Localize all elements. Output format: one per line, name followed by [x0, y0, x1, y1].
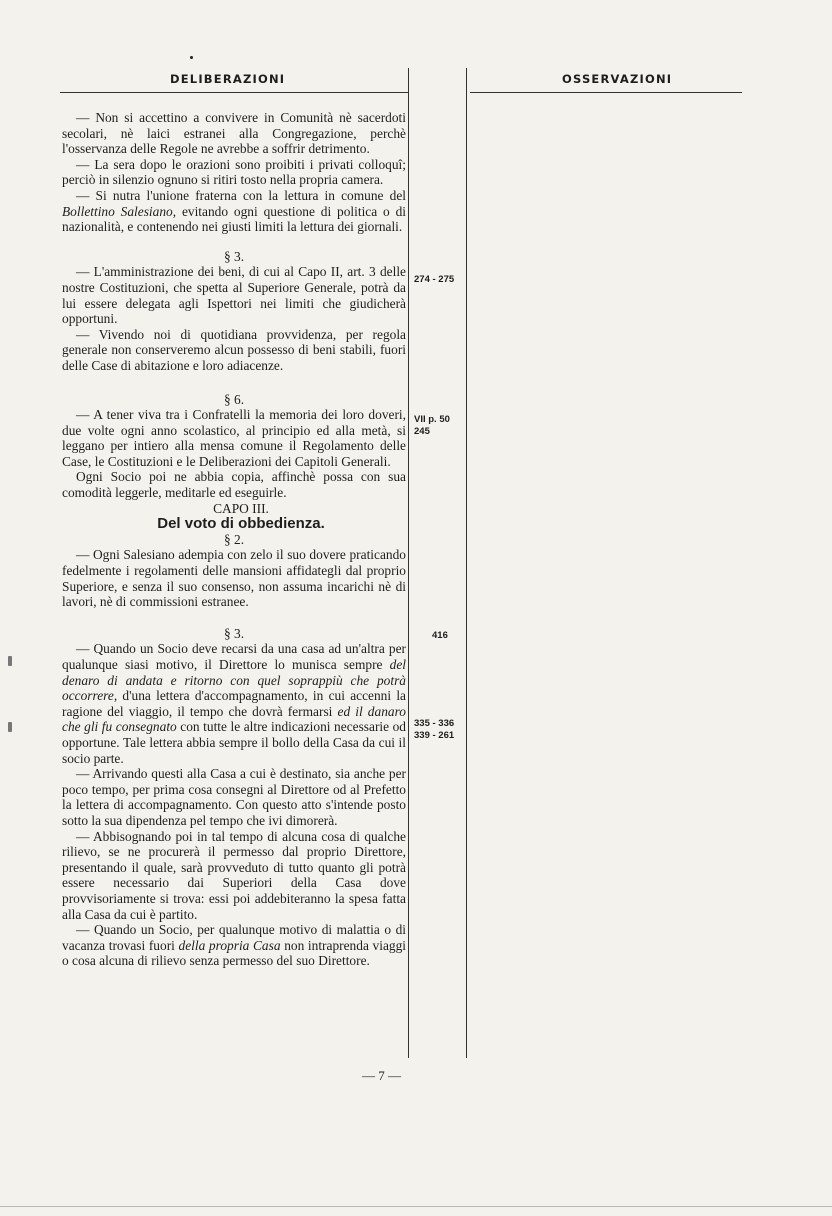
- margin-reference: [414, 718, 454, 742]
- paragraph: — Quando un Socio, per qualunque motivo di malattia o di vacanza trovasi fuori della propria Casa non intraprenda viaggi o cosa alcuna di rilievo senza permesso del suo Direttore.: [62, 922, 407, 969]
- margin-mark: [8, 722, 12, 732]
- section-heading: § 3.: [223, 248, 245, 264]
- reference-line: VII p. 50: [414, 414, 450, 425]
- header-rule-right: [470, 92, 742, 93]
- header-osservazioni: OSSERVAZIONI: [562, 72, 673, 86]
- column-divider-2: [466, 68, 467, 1058]
- section-heading: § 3.: [223, 625, 245, 641]
- section-heading: § 6.: [223, 391, 245, 407]
- scan-edge-line: [0, 1206, 832, 1207]
- chapter-title: Del voto di obbedienza.: [157, 515, 325, 533]
- column-divider-1: [408, 68, 409, 1058]
- deliberazioni-column: [62, 110, 406, 969]
- section-heading: § 2.: [223, 531, 245, 547]
- reference-line: 335 - 336: [414, 718, 455, 729]
- paragraph: — Quando un Socio deve recarsi da una casa ad un'altra per qualunque siasi motivo, il Direttore lo munisca sempre del denaro di andata e ritorno con quel soprappiù che potrà occorrere, d'una lettera d'accompagnamento, in cui accenni la ragione del viaggio, il tempo che dovrà fermarsi ed il danaro che gli fu consegnato con tutte le altre indicazioni necessarie od opportune. Tale lettera abbia sempre il bollo della Casa da cui il socio parte.: [62, 641, 406, 766]
- paragraph: — Non si accettino a convivere in Comunità nè sacerdoti secolari, nè laici estranei alla Congregazione, perchè l'osservanza delle Regole ne avrebbe a soffrir detrimento.: [62, 110, 406, 157]
- paragraph: — Vivendo noi di quotidiana provvidenza, per regola generale non conserveremo alcun possesso di beni stabili, fuori delle Case di abitazione e loro adiacenze.: [62, 326, 406, 373]
- print-speck: [190, 56, 193, 59]
- chapter-label: CAPO III.: [213, 500, 269, 516]
- paragraph: Ogni Socio poi ne abbia copia, affinchè possa con sua comodità leggerle, meditarle ed eseguirle.: [62, 469, 406, 501]
- paragraph: — L'amministrazione dei beni, di cui al Capo II, art. 3 delle nostre Costituzioni, che spetta al Superiore Generale, potrà da lui essere delegata agli Ispettori nei limiti che giudicherà opportuni.: [62, 264, 406, 327]
- paragraph: — La sera dopo le orazioni sono proibiti i privati colloquî; perciò in silenzio ognuno si ritiri tosto nella propria camera.: [62, 156, 406, 188]
- margin-reference: 274 - 275: [414, 274, 455, 285]
- paragraph: — Ogni Salesiano adempia con zelo il suo dovere praticando fedelmente i regolamenti delle mansioni affidategli dal proprio Superiore, e senza il suo consenso, non assuma incarichi nè di lavori, nè di commissioni estranee.: [62, 547, 406, 610]
- margin-mark: [8, 656, 12, 666]
- header-deliberazioni: DELIBERAZIONI: [170, 72, 286, 86]
- paragraph: — Abbisognando poi in tal tempo di alcuna cosa di qualche rilievo, se ne procurerà il permesso dal proprio Direttore, presentando il quale, sarà provveduto di tutto quanto gli potrà essere necessario dai Superiori della Casa dove provvisoriamente si trova: essi poi addebiteranno la spesa fatta alla Casa da cui è partito.: [62, 828, 406, 922]
- margin-reference: 416: [432, 630, 448, 641]
- reference-line: 339 - 261: [414, 730, 455, 741]
- reference-line: 245: [414, 426, 430, 437]
- margin-reference: [414, 414, 450, 438]
- page-number: — 7 —: [362, 1068, 401, 1083]
- paragraph: — A tener viva tra i Confratelli la memoria dei loro doveri, due volte ogni anno scolastico, al principio ed alla metà, si leggano per intiero alla mensa comune il Regolamento delle Case, le Costituzioni e le Deliberazioni dei Capitoli Generali.: [62, 407, 406, 469]
- header-rule-left: [60, 92, 408, 93]
- paragraph: — Si nutra l'unione fraterna con la lettura in comune del Bollettino Salesiano, evitando ogni questione di politica o di nazionalità, e contenendo nei giusti limiti la lettura dei giornali.: [62, 187, 407, 235]
- paragraph: — Arrivando questi alla Casa a cui è destinato, sia anche per poco tempo, per prima cosa consegni al Direttore od al Prefetto la lettera di accompagnamento. Con questo atto s'intende posto sotto la sua dipendenza pel tempo che ivi dimorerà.: [62, 766, 406, 828]
